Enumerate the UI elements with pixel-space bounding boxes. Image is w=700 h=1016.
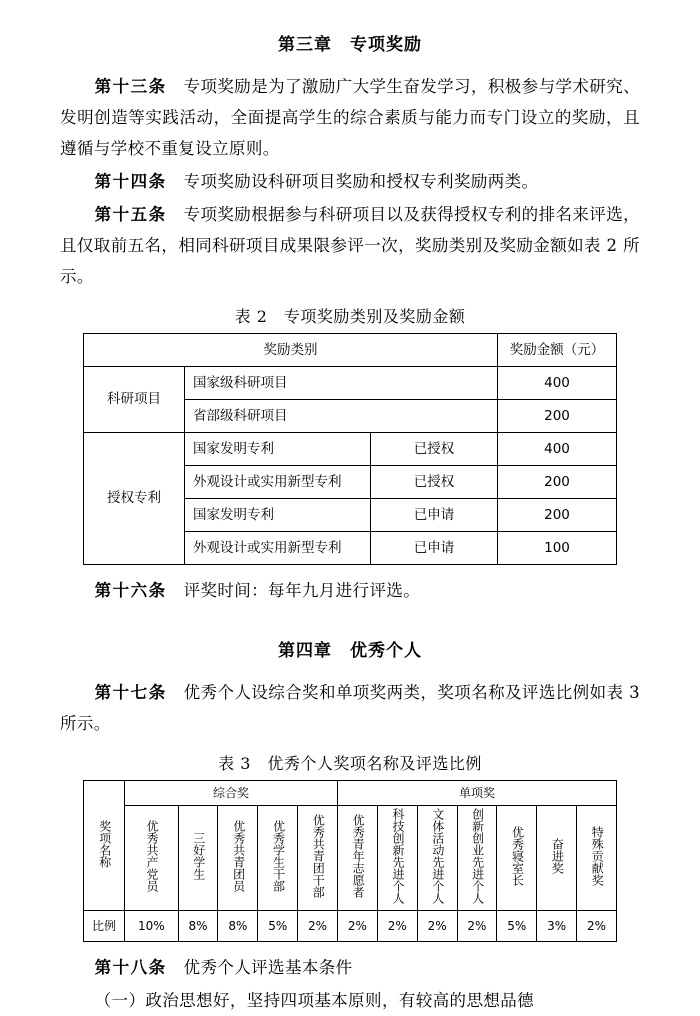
article-18-item-1: （一）政治思想好，坚持四项基本原则，有较高的思想品德 [94, 991, 535, 1011]
award-name: 国家级科研项目 [185, 367, 498, 400]
table-2-caption: 表 2 专项奖励类别及奖励金额 [234, 307, 466, 326]
table-row [84, 433, 617, 466]
article-14-text: 专项奖励设科研项目奖励和授权专利奖励两类。 [183, 172, 539, 191]
award-column-name: 优秀学生干部 [258, 806, 298, 911]
award-ratio: 5% [258, 911, 298, 942]
article-16-text: 评奖时间：每年九月进行评选。 [183, 581, 421, 600]
award-amount: 200 [498, 466, 617, 499]
award-column-name: 优秀共青团员 [218, 806, 258, 911]
article-15-text: 专项奖励根据参与科研项目以及获得授权专利的排名来评选，且仅取前五名，相同科研项目成果限参评一次，奖励类别及奖励金额如表 2 所示。 [60, 205, 640, 286]
chapter-3-title: 第三章 专项奖励 [278, 35, 422, 55]
table-3-caption: 表 3 优秀个人奖项名称及评选比例 [218, 754, 482, 773]
award-column-name: 科技创新先进个人 [377, 806, 417, 911]
article-15-label: 第十五条 [94, 205, 167, 224]
ratio-row-label: 比例 [84, 911, 125, 942]
award-column-name: 优秀青年志愿者 [338, 806, 378, 911]
award-status: 已申请 [371, 499, 498, 532]
article-18-paragraph [60, 952, 640, 983]
award-ratio: 3% [537, 911, 577, 942]
award-name: 外观设计或实用新型专利 [185, 532, 371, 565]
award-ratio: 2% [298, 911, 338, 942]
article-17-text: 优秀个人设综合奖和单项奖两类，奖项名称及评选比例如表 3 所示。 [60, 683, 640, 733]
group-granted-patents: 授权专利 [84, 433, 185, 565]
award-column-name: 优秀共青团干部 [298, 806, 338, 911]
award-column-name: 三好学生 [178, 806, 218, 911]
award-column-name: 优秀寝室长 [497, 806, 537, 911]
award-column-name: 特殊贡献奖 [577, 806, 617, 911]
award-amount: 200 [498, 400, 617, 433]
award-status: 已申请 [371, 532, 498, 565]
award-ratio: 2% [338, 911, 378, 942]
article-18-text: 优秀个人评选基本条件 [183, 958, 353, 978]
table-row-header [84, 334, 617, 367]
outstanding-individual-table [83, 780, 617, 942]
chapter-4-title: 第四章 优秀个人 [278, 641, 422, 661]
award-ratio: 8% [178, 911, 218, 942]
award-ratio: 2% [577, 911, 617, 942]
award-amount: 400 [498, 433, 617, 466]
group-single-award: 单项奖 [338, 781, 617, 806]
award-name: 国家发明专利 [185, 499, 371, 532]
award-amount: 100 [498, 532, 617, 565]
article-14-paragraph [60, 166, 640, 197]
article-15-paragraph [60, 199, 640, 292]
article-13-label: 第十三条 [94, 77, 167, 96]
article-18-label: 第十八条 [94, 958, 167, 978]
award-name: 国家发明专利 [185, 433, 371, 466]
table-row-group-header [84, 781, 617, 806]
article-13-paragraph [60, 71, 640, 164]
award-ratio: 2% [377, 911, 417, 942]
special-award-table [83, 333, 617, 565]
award-ratio: 2% [457, 911, 497, 942]
article-16-label: 第十六条 [94, 581, 167, 600]
group-comprehensive-award: 综合奖 [125, 781, 338, 806]
table-2-header-category: 奖励类别 [84, 334, 498, 367]
award-amount: 200 [498, 499, 617, 532]
article-13-text: 专项奖励是为了激励广大学生奋发学习，积极参与学术研究、发明创造等实践活动，全面提高学生的综合素质与能力而专门设立的奖励，且遵循与学校不重复设立原则。 [60, 77, 640, 158]
article-14-label: 第十四条 [94, 172, 167, 191]
award-amount: 400 [498, 367, 617, 400]
article-17-paragraph [60, 677, 640, 739]
award-name: 省部级科研项目 [185, 400, 498, 433]
article-16-paragraph [60, 575, 640, 606]
table-row-column-names [84, 806, 617, 911]
award-ratio: 5% [497, 911, 537, 942]
award-name: 外观设计或实用新型专利 [185, 466, 371, 499]
group-research-projects: 科研项目 [84, 367, 185, 433]
table-2-header-amount: 奖励金额（元） [498, 334, 617, 367]
award-ratio: 10% [125, 911, 179, 942]
award-column-name: 文体活动先进个人 [417, 806, 457, 911]
award-column-name: 优秀共产党员 [125, 806, 179, 911]
article-17-label: 第十七条 [94, 683, 167, 702]
award-ratio: 2% [417, 911, 457, 942]
award-column-name: 创新创业先进个人 [457, 806, 497, 911]
award-column-name: 奋进奖 [537, 806, 577, 911]
award-ratio: 8% [218, 911, 258, 942]
table-row [84, 367, 617, 400]
table-row-ratios [84, 911, 617, 942]
table-3-row-header-label: 奖项名称 [84, 781, 125, 911]
award-status: 已授权 [371, 466, 498, 499]
award-status: 已授权 [371, 433, 498, 466]
